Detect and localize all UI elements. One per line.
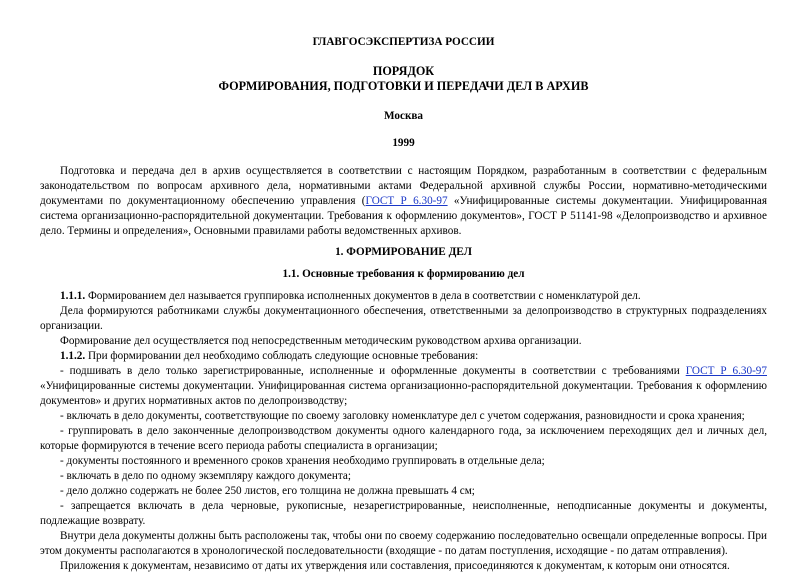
item-text-a: - подшивать в дело только зарегистрированные, исполненные и оформленные документы в соответствии с требованиями: [60, 365, 686, 377]
paragraph-1-1-1: [40, 289, 767, 304]
requirement-item: [40, 364, 767, 409]
subsection-heading: 1.1. Основные требования к формированию дел: [282, 268, 525, 280]
paragraph-text: При формировании дел необходимо соблюдать следующие основные требования:: [85, 350, 479, 362]
document-city: Москва: [383, 110, 424, 122]
intro-text-b: «Унифицированные системы документации. Унифицированная система организационно-распорядительной документации. Требования к оформлению документов», ГОСТ Р 51141-98 «Делопроизводство и архивное дело. Термины и определения», Основными правилами работы ведомственных архивов.: [40, 195, 767, 237]
gost-link[interactable]: ГОСТ Р 6.30-97: [365, 195, 448, 207]
paragraph-inside-order: Внутри дела документы должны быть расположены так, чтобы они по своему содержанию последовательно освещали определенные вопросы. При этом документы располагаются в хронологической последовательности (входящие - по датам поступления, исходящие - по датам отправления).: [40, 530, 767, 557]
gost-link[interactable]: ГОСТ Р 6.30-97: [685, 365, 767, 377]
intro-text-a: Подготовка и передача дел в архив осуществляется в соответствии с настоящим Порядком, разработанным в соответствии с федеральным законодательством по вопросам архивного дела, нормативными актами Федеральной архивной службы России, нормативно-методическими документами по документационному обеспечению управления (: [40, 165, 767, 207]
requirement-item: - документы постоянного и временного сроков хранения необходимо группировать в отдельные дела;: [60, 455, 545, 467]
paragraph-number: 1.1.1.: [60, 290, 86, 302]
paragraph-guidance: Формирование дел осуществляется под непосредственным методическим руководством архива организации.: [60, 335, 582, 347]
document-title-line2: ФОРМИРОВАНИЯ, ПОДГОТОВКИ И ПЕРЕДАЧИ ДЕЛ В АРХИВ: [218, 79, 589, 93]
requirement-item: - запрещается включать в дела черновые, рукописные, незарегистрированные, неисполненные, неподписанные документы и документы, подлежащие возврату.: [40, 500, 767, 527]
document-title-line1: ПОРЯДОК: [372, 64, 435, 78]
document-page: [40, 32, 767, 574]
document-year: 1999: [392, 137, 415, 149]
paragraph-text: Формированием дел называется группировка исполненных документов в дела в соответствии с номенклатурой дел.: [85, 290, 641, 302]
requirement-item: - включать в дело документы, соответствующие по своему заголовку номенклатуре дел с учетом содержания, разновидности и срока хранения;: [60, 410, 745, 422]
paragraph-number: 1.1.2.: [60, 350, 86, 362]
requirement-item: - включать в дело по одному экземпляру каждого документа;: [60, 470, 351, 482]
requirement-item: - группировать в дело законченные делопроизводством документы одного календарного года, за исключением переходящих дел и личных дел, которые формируются в течение всего периода работы специалиста в организации;: [40, 425, 767, 452]
paragraph-1-1-2: [40, 349, 767, 364]
paragraph-formation: Дела формируются работниками службы документационного обеспечения, ответственными за делопроизводство в структурных подразделениях организации.: [40, 305, 767, 332]
requirement-item: - дело должно содержать не более 250 листов, его толщина не должна превышать 4 см;: [60, 485, 475, 497]
paragraph-attachments: Приложения к документам, независимо от даты их утверждения или составления, присоединяются к документам, к которым они относятся.: [60, 560, 730, 572]
section-heading: 1. ФОРМИРОВАНИЕ ДЕЛ: [335, 246, 472, 258]
item-text-b: «Унифицированные системы документации. Унифицированная система организационно-распорядительной документации. Требования к оформлению документов» и других нормативных актов по делопроизводству;: [40, 380, 767, 407]
organization-name: ГЛАВГОСЭКСПЕРТИЗА РОССИИ: [312, 36, 495, 48]
intro-paragraph: [40, 164, 767, 239]
